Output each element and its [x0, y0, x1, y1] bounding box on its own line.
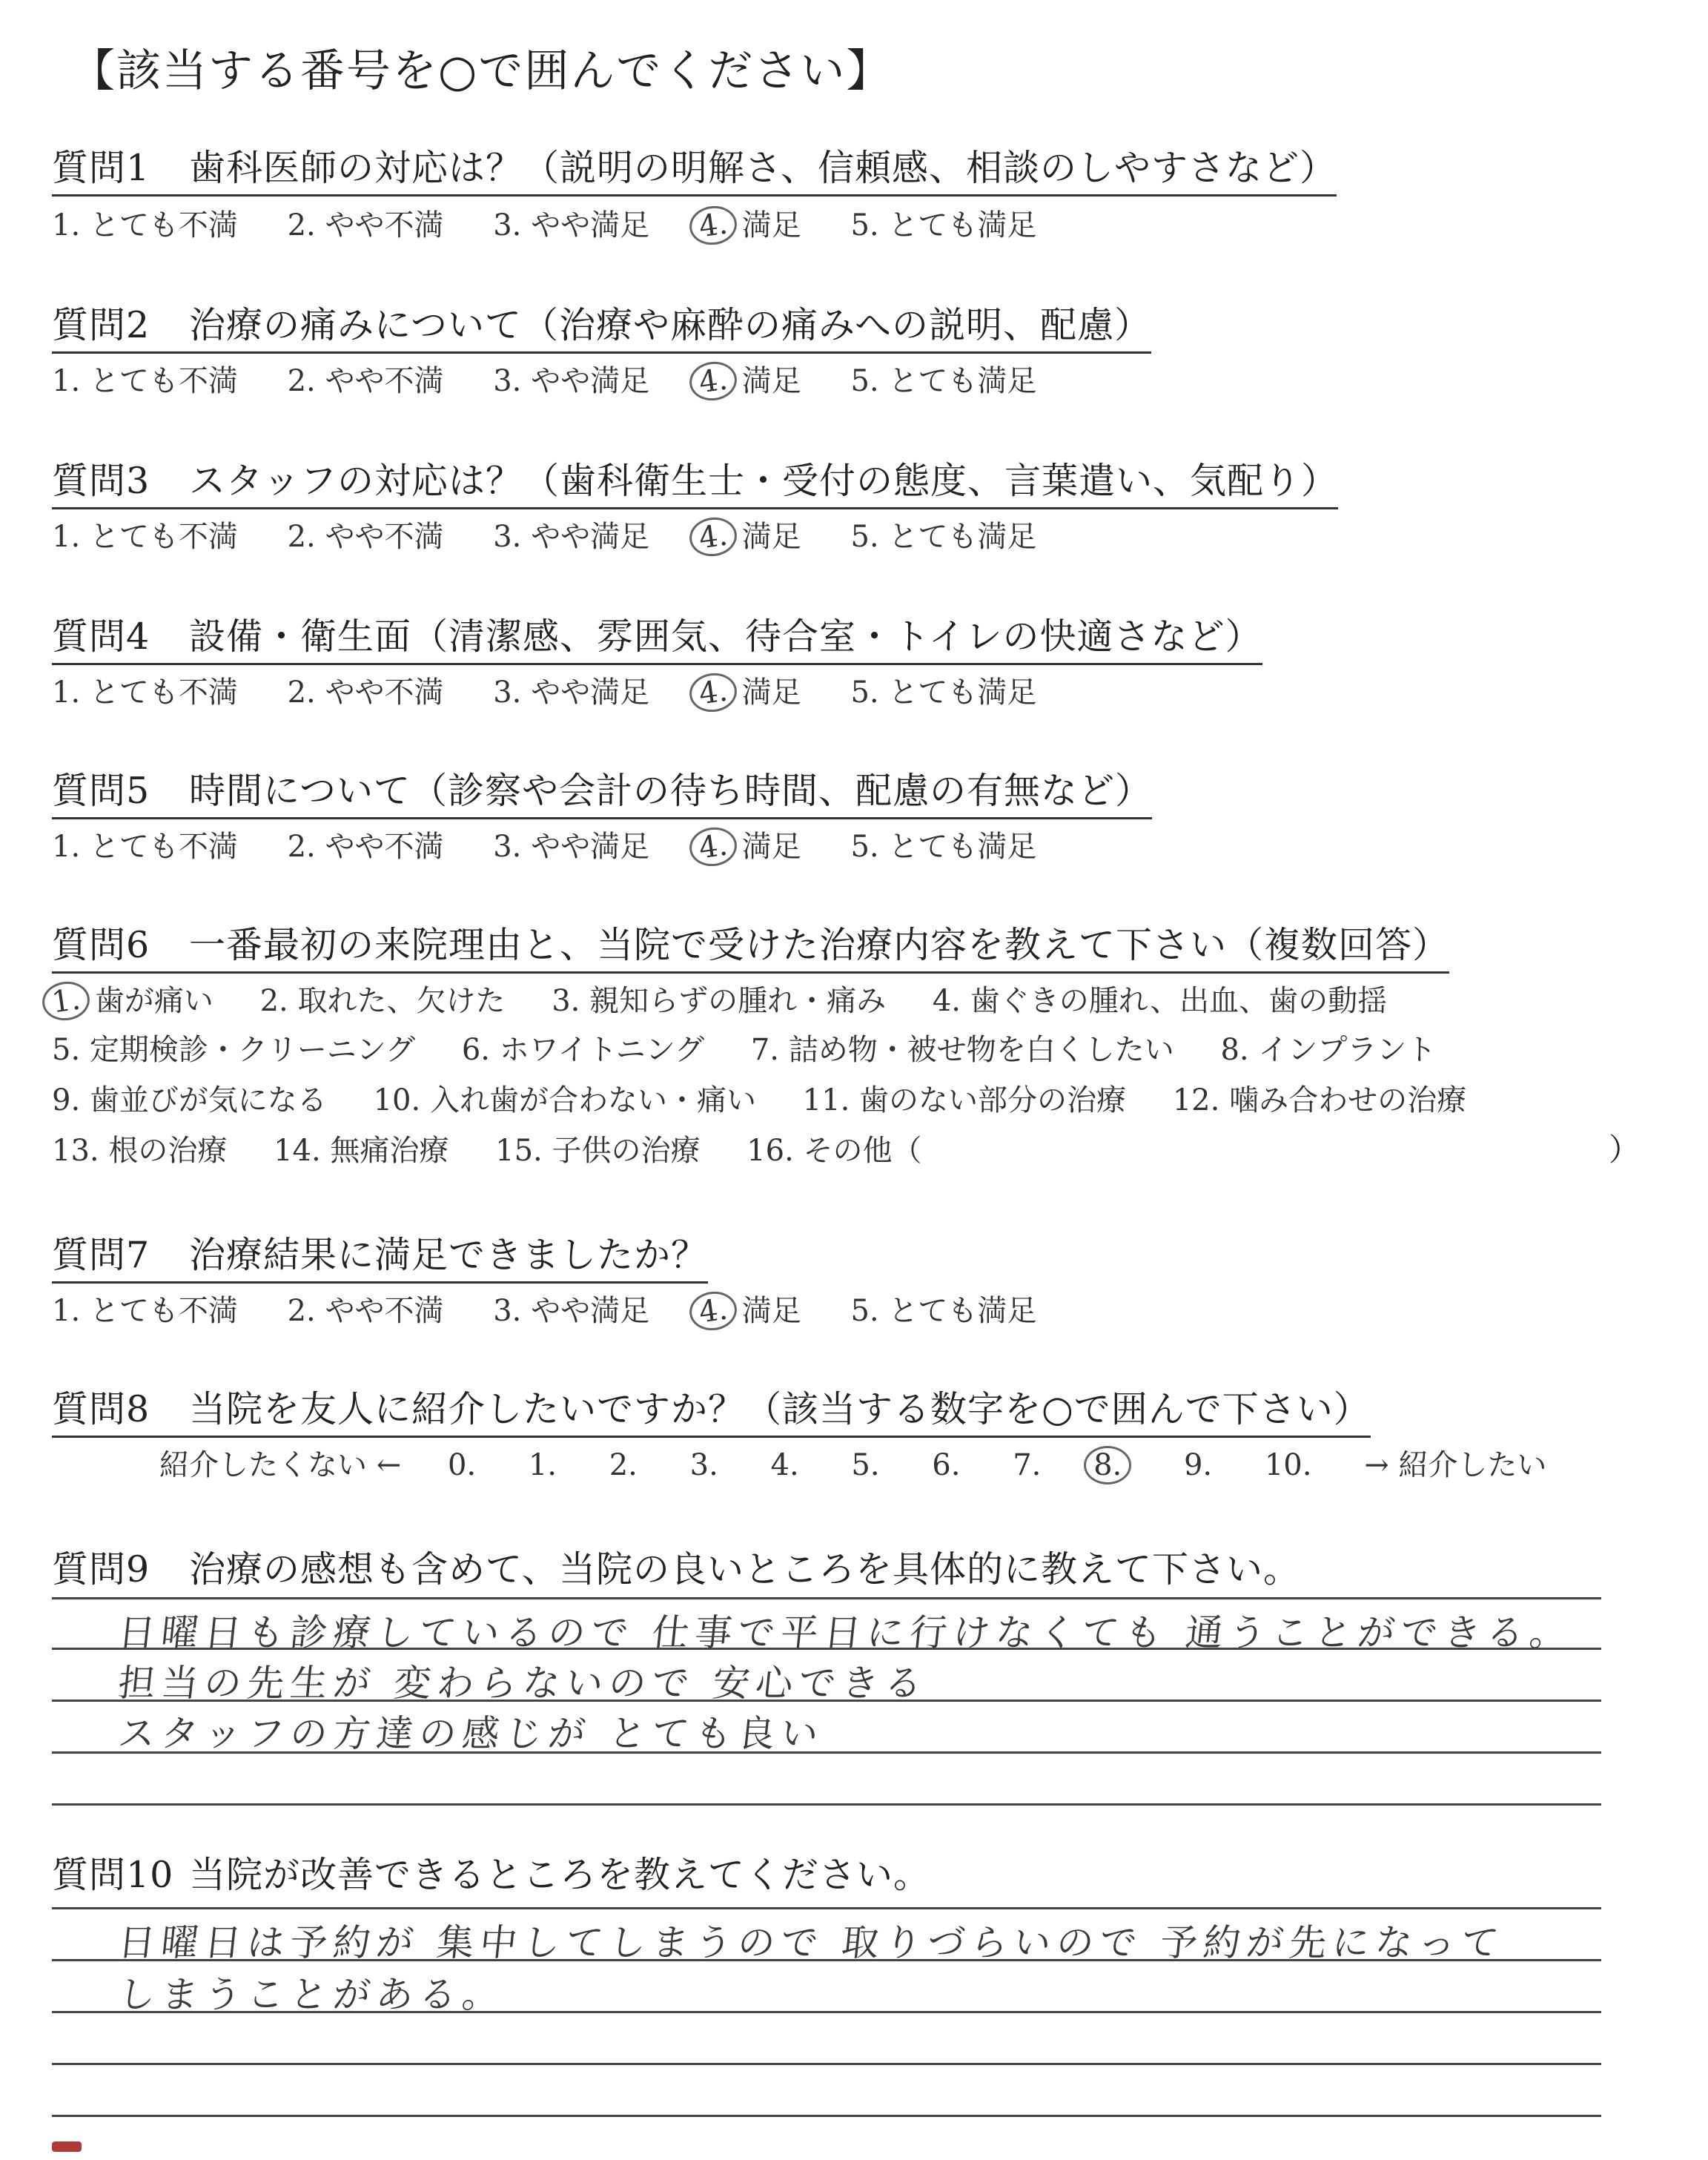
option-3[interactable]: 3. やや満足: [493, 364, 650, 398]
question-4-title: [52, 608, 1262, 665]
question-text: 時間について（診察や会計の待ち時間、配慮の有無など）: [189, 770, 1153, 812]
option-1[interactable]: 1. とても不満: [52, 520, 238, 554]
scale-2[interactable]: 2.: [609, 1448, 638, 1482]
option-1[interactable]: 1. とても不満: [52, 1294, 238, 1328]
question-text: 治療の感想も含めて、当院の良いところを具体的に教えて下さい。: [189, 1548, 1301, 1591]
option-5[interactable]: 5. 定期検診・クリーニング: [52, 1033, 416, 1067]
option-1[interactable]: 1. とても不満: [52, 364, 238, 398]
question-8-scale: [159, 1441, 1583, 1484]
handwritten-answer-line-2[interactable]: 担当の先生が 変わらないので 安心できる: [116, 1662, 930, 1705]
option-5[interactable]: 5. とても満足: [850, 676, 1037, 710]
question-1-options: [52, 202, 1076, 245]
option-12[interactable]: 12. 噛み合わせの治療: [1172, 1083, 1467, 1117]
option-2[interactable]: 2. やや不満: [287, 364, 444, 398]
question-text: 歯科医師の対応は？（説明の明解さ、信頼感、相談のしやすさなど）: [189, 147, 1337, 189]
option-16-other[interactable]: 16. その他（: [747, 1134, 922, 1168]
question-number: 質問10: [52, 1854, 174, 1896]
option-7[interactable]: 7. 詰め物・被せ物を白くしたい: [750, 1033, 1174, 1067]
option-10[interactable]: 10. 入れ歯が合わない・痛い: [373, 1083, 756, 1117]
option-5[interactable]: 5. とても満足: [850, 1294, 1037, 1328]
scale-0[interactable]: 0.: [447, 1448, 477, 1482]
option-5[interactable]: 5. とても満足: [850, 520, 1037, 554]
question-text: 一番最初の来院理由と、当院で受けた治療内容を教えて下さい（複数回答）: [189, 924, 1450, 966]
question-text: 当院を友人に紹介したいですか？（該当する数字を○で囲んで下さい）: [189, 1388, 1371, 1430]
question-6-row-1: [49, 977, 1424, 1020]
handwritten-answer-line-1[interactable]: 日曜日も診療しているので 仕事で平日に行けなくても 通うことができる。: [116, 1611, 1575, 1654]
option-4-selected[interactable]: 4. 満足: [699, 1287, 801, 1330]
option-13[interactable]: 13. 根の治療: [52, 1134, 228, 1168]
question-2-options: [52, 357, 1076, 400]
option-2[interactable]: 2. やや不満: [287, 1294, 444, 1328]
question-6-title: [52, 916, 1449, 974]
answer-line: [52, 1803, 1601, 1806]
red-mark: [52, 2141, 82, 2152]
question-3-options: [52, 513, 1076, 556]
question-2-title: [52, 297, 1151, 354]
handwritten-answer-line-3[interactable]: スタッフの方達の感じが とても良い: [116, 1712, 827, 1755]
option-4-selected[interactable]: 4. 満足: [699, 669, 801, 712]
option-15[interactable]: 15. 子供の治療: [495, 1134, 701, 1168]
question-text: 治療の痛みについて（治療や麻酔の痛みへの説明、配慮）: [189, 304, 1152, 346]
option-2[interactable]: 2. やや不満: [287, 520, 444, 554]
question-number: 質問6: [52, 924, 150, 966]
option-5[interactable]: 5. とても満足: [850, 830, 1037, 864]
other-close-paren: ）: [1609, 1132, 1641, 1168]
question-number: 質問1: [52, 147, 150, 189]
question-6-row-4: [52, 1127, 959, 1169]
scale-5[interactable]: 5.: [851, 1448, 880, 1482]
scale-left-label: 紹介したくない ←: [159, 1448, 402, 1482]
option-4-selected[interactable]: 4. 満足: [699, 823, 801, 866]
question-8-title: [52, 1381, 1371, 1438]
question-5-options: [52, 823, 1076, 866]
option-4-selected[interactable]: 4. 満足: [699, 513, 801, 556]
question-1-title: [52, 139, 1337, 196]
answer-line: [52, 1907, 1601, 1909]
scale-6[interactable]: 6.: [932, 1448, 961, 1482]
question-number: 質問3: [52, 460, 150, 502]
question-4-options: [52, 669, 1076, 712]
option-3[interactable]: 3. やや満足: [493, 1294, 650, 1328]
option-2[interactable]: 2. やや不満: [287, 208, 444, 242]
scale-right-label: → 紹介したい: [1364, 1448, 1547, 1482]
question-3-title: [52, 452, 1338, 509]
option-3[interactable]: 3. やや満足: [493, 830, 650, 864]
option-5[interactable]: 5. とても満足: [850, 364, 1037, 398]
option-1-selected[interactable]: 1. 歯が痛い: [52, 977, 214, 1020]
question-number: 質問8: [52, 1388, 150, 1430]
question-number: 質問5: [52, 770, 150, 812]
scale-7[interactable]: 7.: [1013, 1448, 1042, 1482]
question-text: スタッフの対応は？（歯科衛生士・受付の態度、言葉遣い、気配り）: [189, 460, 1339, 502]
question-7-options: [52, 1287, 1076, 1330]
question-number: 質問2: [52, 304, 150, 346]
scale-8-selected[interactable]: 8.: [1084, 1446, 1131, 1484]
option-4-selected[interactable]: 4. 満足: [699, 357, 801, 400]
scale-1[interactable]: 1.: [528, 1448, 557, 1482]
scale-10[interactable]: 10.: [1264, 1448, 1312, 1482]
option-1[interactable]: 1. とても不満: [52, 208, 238, 242]
option-3[interactable]: 3. やや満足: [493, 520, 650, 554]
question-9-title: [52, 1541, 1300, 1593]
question-number: 質問4: [52, 615, 150, 658]
option-4[interactable]: 4. 歯ぐきの腫れ、出血、歯の動揺: [932, 984, 1388, 1018]
instruction-heading: 【該当する番号を○で囲んでください】: [70, 45, 893, 97]
option-1[interactable]: 1. とても不満: [52, 676, 238, 710]
option-3[interactable]: 3. やや満足: [493, 676, 650, 710]
scale-9[interactable]: 9.: [1183, 1448, 1213, 1482]
handwritten-answer-line-1[interactable]: 日曜日は予約が 集中してしまうので 取りづらいので 予約が先になって: [116, 1921, 1507, 1964]
option-2[interactable]: 2. やや不満: [287, 830, 444, 864]
option-11[interactable]: 11. 歯のない部分の治療: [802, 1083, 1127, 1117]
option-9[interactable]: 9. 歯並びが気になる: [52, 1083, 327, 1117]
question-7-title: [52, 1226, 708, 1284]
option-2[interactable]: 2. 取れた、欠けた: [259, 984, 506, 1018]
scale-4[interactable]: 4.: [770, 1448, 799, 1482]
option-4-selected[interactable]: 4. 満足: [699, 202, 801, 245]
option-5[interactable]: 5. とても満足: [850, 208, 1037, 242]
option-3[interactable]: 3. やや満足: [493, 208, 650, 242]
option-1[interactable]: 1. とても不満: [52, 830, 238, 864]
question-number: 質問9: [52, 1548, 150, 1591]
option-6[interactable]: 6. ホワイトニング: [461, 1033, 705, 1067]
question-5-title: [52, 762, 1152, 819]
question-10-title: [52, 1846, 930, 1898]
option-3[interactable]: 3. 親知らずの腫れ・痛み: [552, 984, 887, 1018]
option-8[interactable]: 8. インプラント: [1220, 1033, 1437, 1067]
question-number: 質問7: [52, 1234, 150, 1276]
option-14[interactable]: 14. 無痛治療: [274, 1134, 449, 1168]
scale-3[interactable]: 3.: [689, 1448, 718, 1482]
question-text: 当院が改善できるところを教えてください。: [189, 1854, 931, 1896]
question-6-row-3: [52, 1077, 1503, 1119]
answer-line: [52, 1597, 1601, 1599]
question-text: 設備・衛生面（清潔感、雰囲気、待合室・トイレの快適さなど）: [189, 615, 1262, 658]
question-6-row-2: [52, 1026, 1473, 1069]
option-2[interactable]: 2. やや不満: [287, 676, 444, 710]
question-text: 治療結果に満足できましたか？: [189, 1234, 709, 1276]
answer-line: [52, 2063, 1601, 2065]
handwritten-answer-line-2[interactable]: しまうことがある。: [116, 1973, 508, 2016]
answer-line: [52, 2115, 1601, 2117]
